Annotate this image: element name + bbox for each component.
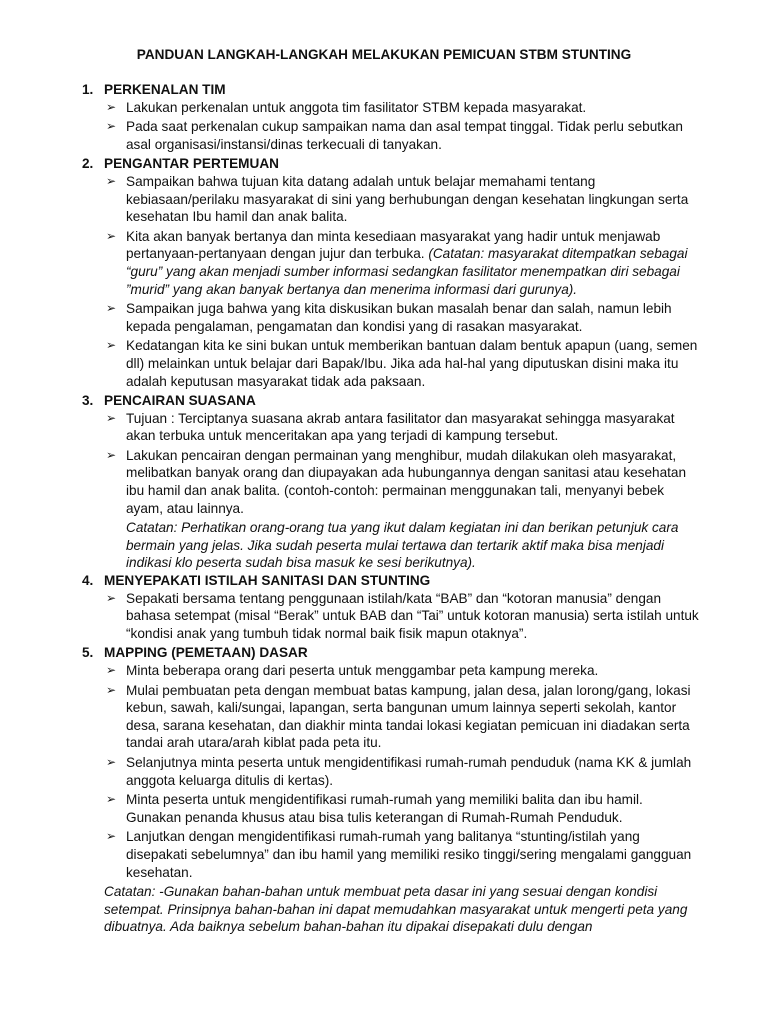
bullet-list (82, 662, 700, 881)
list-item-text: Kita akan banyak bertanya dan minta kesediaan masyarakat yang hadir untuk menjawab pertanyaan-pertanyaan dengan jujur dan terbuka. (126, 228, 661, 262)
list-item-text: Minta beberapa orang dari peserta untuk menggambar peta kampung mereka. (126, 663, 599, 678)
section-title: PERKENALAN TIM (104, 82, 226, 97)
list-item (82, 300, 700, 335)
list-item-text: Lanjutkan dengan mengidentifikasi rumah-rumah yang balitanya “stunting/istilah yang disepakati sebelumnya” dan ibu hamil yang memiliki resiko tinggi/sering mengalami gangguan kesehatan. (126, 829, 692, 880)
section-menyepakati-istilah (82, 572, 700, 642)
arrow-bullet-icon: ➢ (106, 590, 117, 605)
section-note: Catatan: -Gunakan bahan-bahan untuk membuat peta dasar ini yang sesuai dengan kondisi setempat. Prinsipnya bahan-bahan ini dapat memudahkan masyarakat untuk mengerti peta yang dibuatnya. Ada baiknya sebelum bahan-bahan itu dipakai disepakati dulu dengan (104, 884, 688, 935)
list-item (82, 337, 700, 390)
document-title: PANDUAN LANGKAH-LANGKAH MELAKUKAN PEMICUAN STBM STUNTING (136, 47, 632, 62)
section-title: MAPPING (PEMETAAN) DASAR (104, 645, 308, 661)
list-item (82, 173, 700, 226)
section-number: 4. (82, 573, 94, 589)
section-heading (82, 392, 700, 410)
section-pencairan-suasana (82, 392, 700, 572)
list-item-text: Sampaikan juga bahwa yang kita diskusikan bukan masalah benar dan salah, namun lebih kepada pengalaman, pengamatan dan kondisi yang di rasakan masyarakat. (126, 301, 672, 334)
list-item (82, 682, 700, 752)
list-item (82, 791, 700, 826)
arrow-bullet-icon: ➢ (106, 410, 117, 425)
list-item (82, 828, 700, 881)
list-item-text: Mulai pembuatan peta dengan membuat batas kampung, jalan desa, jalan lorong/gang, lokasi kebun, sawah, kali/sungai, lapangan, serta bangunan umum lainnya seperti sekolah, kantor desa, sarana kesehatan, dan diakhir minta tandai lokasi kegiatan pemicuan ini diadakan serta tandai arah utara/arah kiblat pada peta itu. (126, 682, 691, 751)
list-item (82, 118, 700, 153)
list-item-text: Sepakati bersama tentang penggunaan istilah/kata “BAB” dan “kotoran manusia” dengan bahasa setempat (misal “Berak” untuk BAB dan “Tai” untuk kotoran manusia) serta istilah untuk “kondisi anak yang tumbuh tidak normal baik fisik mapun otaknya”. (126, 590, 699, 641)
inline-note: (Catatan: masyarakat ditempatkan sebagai “guru” yang akan menjadi sumber informasi sedangkan fasilitator menempatkan diri sebagai ”murid” yang akan banyak bertanya dan menerima informasi dari gurunya). (126, 246, 688, 297)
list-item-text: Lakukan perkenalan untuk anggota tim fasilitator STBM kepada masyarakat. (126, 99, 587, 115)
list-item-text: Selanjutnya minta peserta untuk mengidentifikasi rumah-rumah penduduk (nama KK & jumlah anggota keluarga ditulis di kertas). (126, 754, 692, 788)
arrow-bullet-icon: ➢ (106, 173, 117, 188)
arrow-bullet-icon: ➢ (106, 228, 117, 243)
list-item (82, 447, 700, 517)
bullet-list (82, 410, 700, 518)
section-heading (82, 644, 700, 662)
section-number: 3. (82, 393, 94, 409)
section-title: PENCAIRAN SUASANA (104, 393, 256, 409)
arrow-bullet-icon: ➢ (106, 301, 117, 316)
arrow-bullet-icon: ➢ (106, 338, 117, 353)
section-heading (82, 572, 700, 590)
list-item (82, 590, 700, 643)
list-item (82, 662, 700, 680)
list-item-text: Sampaikan bahwa tujuan kita datang adalah untuk belajar memahami tentang kebiasaan/perilaku masyarakat di sini yang berhubungan dengan kesehatan lingkungan serta kesehatan Ibu hamil dan anak balita. (126, 173, 689, 225)
section-heading (82, 81, 700, 99)
arrow-bullet-icon: ➢ (106, 792, 117, 807)
bullet-list (82, 590, 700, 643)
section-number: 5. (82, 645, 94, 661)
section-number: 2. (82, 156, 94, 172)
list-item-text: Pada saat perkenalan cukup sampaikan nama dan asal tempat tinggal. Tidak perlu sebutkan asal organisasi/instansi/dinas terkecuali di tanyakan. (126, 119, 683, 152)
section-heading (82, 155, 700, 173)
list-item (82, 99, 700, 117)
arrow-bullet-icon: ➢ (106, 99, 117, 114)
section-title: MENYEPAKATI ISTILAH SANITASI DAN STUNTING (104, 573, 431, 589)
section-mapping-dasar (82, 644, 700, 936)
section-perkenalan-tim (82, 81, 700, 153)
list-item-text: Tujuan : Terciptanya suasana akrab antara fasilitator dan masyarakat sehingga masyarakat akan terbuka untuk menceritakan apa yang terjadi di kampung tersebut. (126, 410, 675, 444)
bullet-list (82, 99, 700, 154)
arrow-bullet-icon: ➢ (106, 754, 117, 769)
list-item (82, 754, 700, 789)
list-item-text: Minta peserta untuk mengidentifikasi rumah-rumah yang memiliki balita dan ibu hamil. Gunakan penanda khusus atau bisa tulis keterangan di Rumah-Rumah Penduduk. (126, 792, 643, 825)
list-item-text: Lakukan pencairan dengan permainan yang menghibur, mudah dilakukan oleh masyarakat, melibatkan banyak orang dan diupayakan ada hubungannya dengan sanitasi atau kesehatan ibu hamil dan anak balita. (contoh-contoh: permainan menggunakan tali, menyanyi bebek ayam, atau lainnya. (126, 447, 687, 516)
section-note: Catatan: Perhatikan orang-orang tua yang ikut dalam kegiatan ini dan berikan petunjuk cara bermain yang jelas. Jika sudah peserta mulai tertawa dan tertarik aktif maka bisa menjadi indikasi klo peserta sudah bisa masuk ke sesi berikutnya). (126, 520, 679, 571)
section-pengantar-pertemuan (82, 155, 700, 390)
list-item-text: Kedatangan kita ke sini bukan untuk memberikan bantuan dalam bentuk apapun (uang, semen dll) melainkan untuk belajar dari Bapak/Ibu. Jika ada hal-hal yang diputuskan disini maka itu adalah keputusan masyarakat tidak ada paksaan. (126, 338, 698, 389)
arrow-bullet-icon: ➢ (106, 663, 117, 677)
arrow-bullet-icon: ➢ (106, 119, 117, 134)
section-number: 1. (82, 82, 94, 97)
list-item (82, 228, 700, 298)
section-title: PENGANTAR PERTEMUAN (104, 156, 279, 172)
arrow-bullet-icon: ➢ (106, 447, 117, 462)
arrow-bullet-icon: ➢ (106, 829, 117, 844)
list-item (82, 410, 700, 445)
document-body (82, 81, 700, 936)
bullet-list (82, 173, 700, 390)
arrow-bullet-icon: ➢ (106, 682, 117, 697)
